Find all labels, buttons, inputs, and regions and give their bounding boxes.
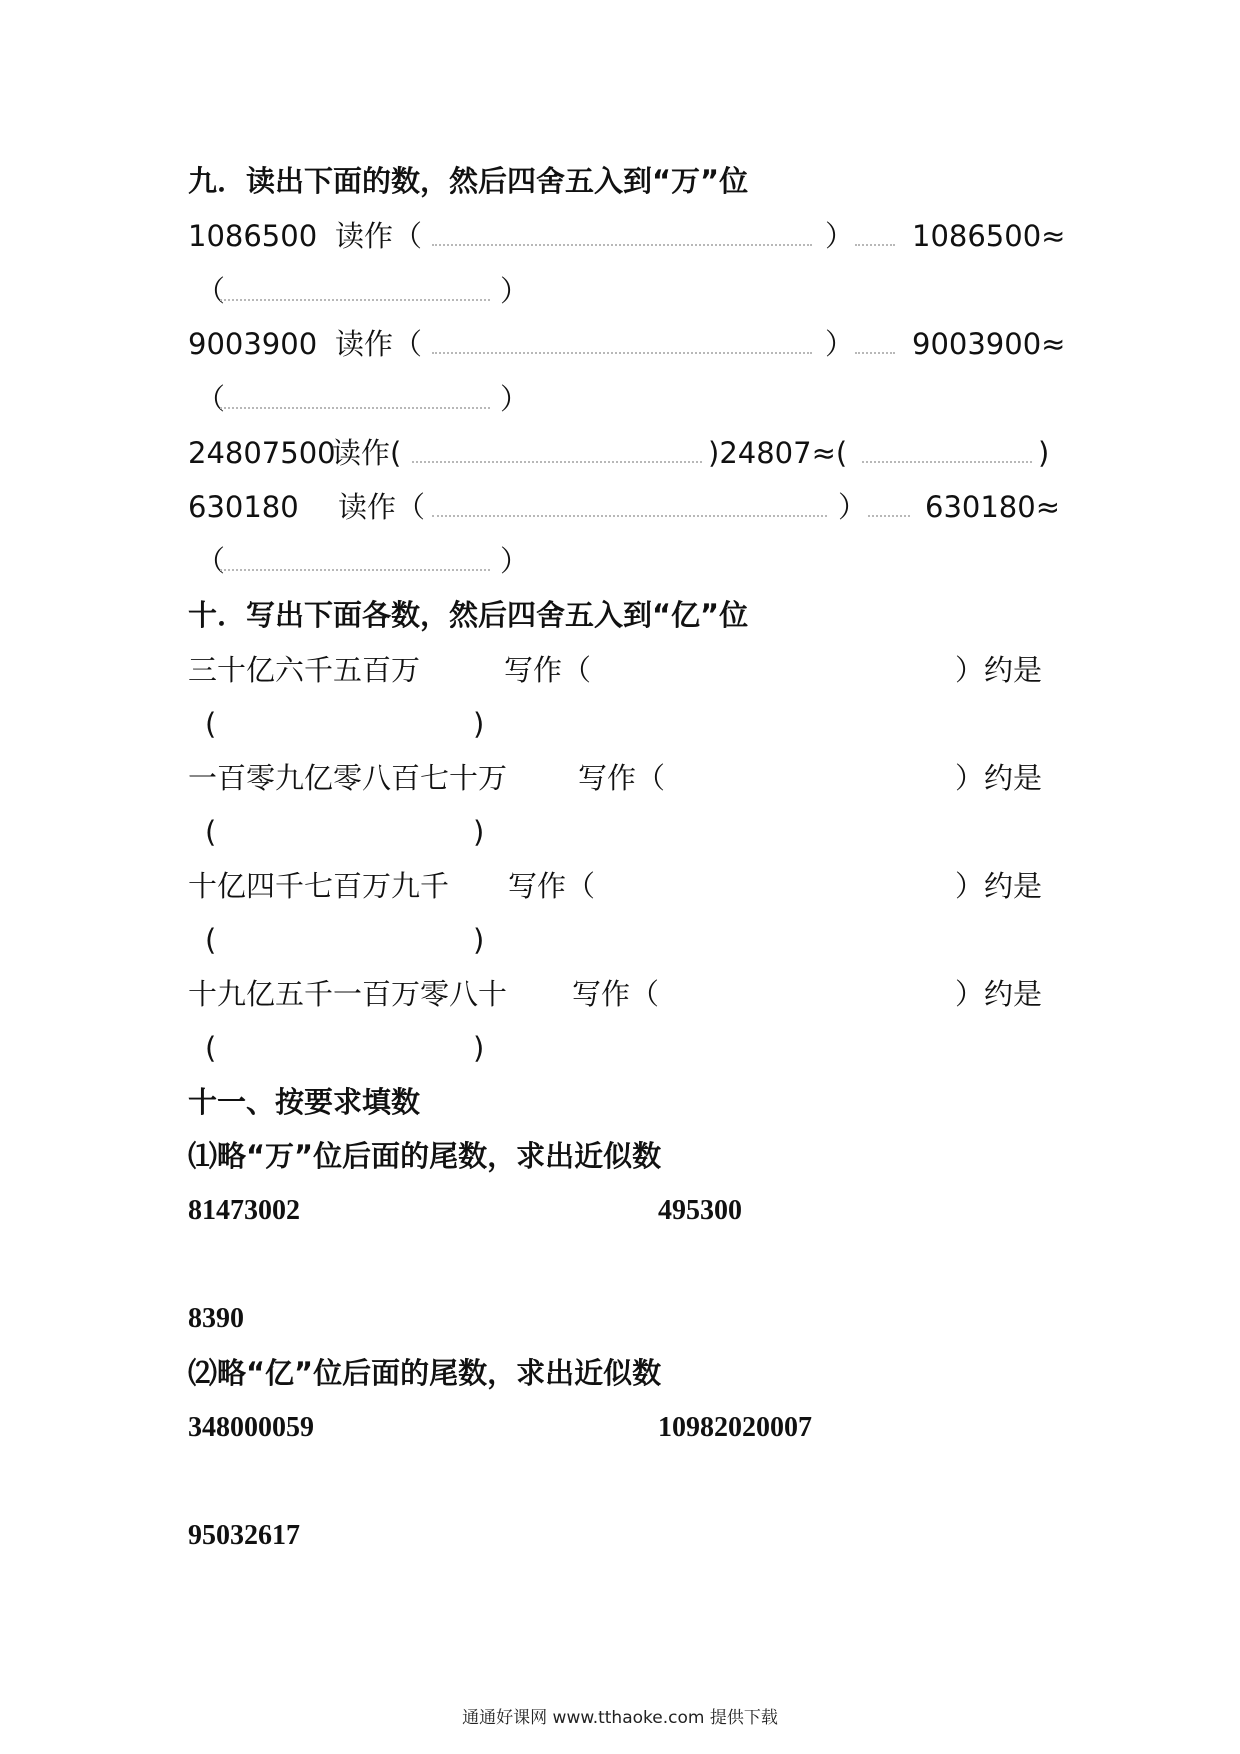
approx-blank[interactable] — [862, 461, 1032, 463]
open-paren: ( — [205, 815, 217, 849]
read-blank[interactable] — [412, 461, 702, 463]
part-1-title: ⑴略“万”位后面的尾数，求出近似数 — [188, 1139, 662, 1173]
approx-label: ）约是 — [955, 653, 1043, 687]
approx-label: 630180≈ — [925, 490, 1061, 524]
number-text: 24807500 — [188, 436, 336, 470]
open-paren: （ — [196, 274, 226, 308]
read-label: 读作（ — [335, 219, 423, 253]
close-paren: ） — [838, 490, 868, 524]
section-10-title: 十．写出下面各数，然后四舍五入到“亿”位 — [188, 598, 749, 632]
approx-blank[interactable] — [220, 407, 490, 409]
section-9-title: 九．读出下面的数，然后四舍五入到“万”位 — [188, 164, 749, 198]
part-1-number-1: 81473002 — [188, 1195, 300, 1226]
read-blank[interactable] — [432, 244, 812, 246]
dotted-fill — [855, 244, 895, 246]
dotted-fill — [855, 352, 895, 354]
close-paren: ) — [473, 923, 485, 957]
write-label: 写作（ — [572, 977, 660, 1011]
words-text: 一百零九亿零八百七十万 — [188, 761, 508, 795]
number-text: 630180 — [188, 490, 299, 524]
approx-label: 1086500≈ — [912, 219, 1066, 253]
words-text: 十九亿五千一百万零八十 — [188, 977, 508, 1011]
close-paren: ） — [500, 274, 530, 308]
open-paren: （ — [196, 544, 226, 578]
words-text: 十亿四千七百万九千 — [188, 869, 450, 903]
open-paren: ( — [205, 923, 217, 957]
close-paren: ) — [473, 707, 485, 741]
close-paren: ） — [825, 327, 855, 361]
part-1-number-2: 495300 — [658, 1195, 742, 1226]
section-11-title: 十一、按要求填数 — [188, 1085, 421, 1119]
number-text: 1086500 — [188, 219, 318, 253]
write-label: 写作（ — [504, 653, 592, 687]
approx-label: ）约是 — [955, 977, 1043, 1011]
close-paren: ） — [500, 382, 530, 416]
open-paren: （ — [196, 382, 226, 416]
part-2-number-3: 95032617 — [188, 1520, 300, 1551]
read-label: 读作（ — [338, 490, 426, 524]
read-label: 读作（ — [335, 327, 423, 361]
close-paren: ) — [473, 1031, 485, 1065]
part-1-number-3: 8390 — [188, 1303, 244, 1334]
approx-blank[interactable] — [220, 299, 490, 301]
open-paren: ( — [205, 707, 217, 741]
read-blank[interactable] — [432, 515, 827, 517]
number-text: 9003900 — [188, 327, 318, 361]
read-blank[interactable] — [432, 352, 812, 354]
footer-text: 通通好课网 www.tthaoke.com 提供下载 — [462, 1708, 778, 1728]
approx-label: )24807≈( — [708, 436, 848, 470]
close-paren: ) — [1038, 436, 1050, 470]
part-2-title: ⑵略“亿”位后面的尾数，求出近似数 — [188, 1356, 662, 1390]
read-label: 读作( — [332, 436, 402, 470]
write-label: 写作（ — [578, 761, 666, 795]
close-paren: ) — [473, 815, 485, 849]
dotted-fill — [868, 515, 910, 517]
approx-label: ）约是 — [955, 869, 1043, 903]
open-paren: ( — [205, 1031, 217, 1065]
approx-blank[interactable] — [220, 569, 490, 571]
approx-label: 9003900≈ — [912, 327, 1066, 361]
part-2-number-1: 348000059 — [188, 1412, 314, 1443]
write-label: 写作（ — [508, 869, 596, 903]
close-paren: ） — [500, 544, 530, 578]
part-2-number-2: 10982020007 — [658, 1412, 812, 1443]
words-text: 三十亿六千五百万 — [188, 653, 421, 687]
approx-label: ）约是 — [955, 761, 1043, 795]
close-paren: ） — [825, 219, 855, 253]
